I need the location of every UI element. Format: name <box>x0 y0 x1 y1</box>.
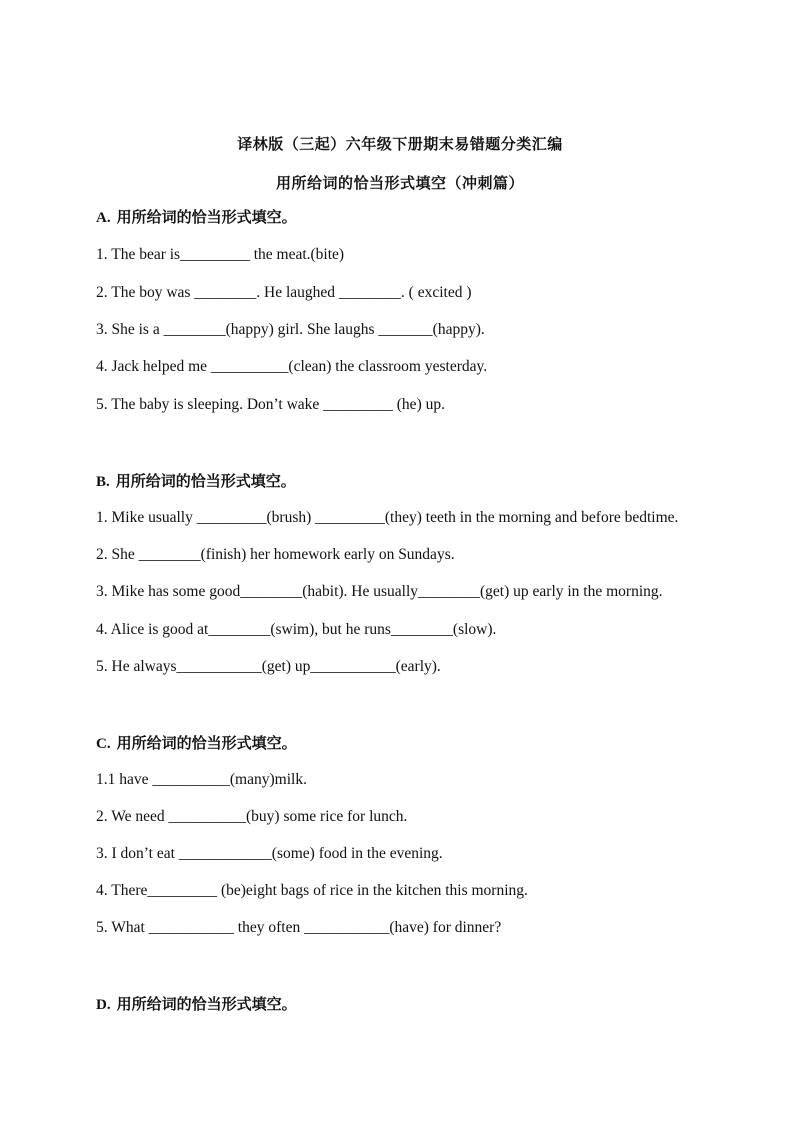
exercise-item: 3. Mike has some good________(habit). He usually________(get) up early in the morning. <box>96 583 663 600</box>
exercise-item: 1. Mike usually _________(brush) _________(they) teeth in the morning and before bedtime. <box>96 509 679 526</box>
exercise-item: 3. She is a ________(happy) girl. She laughs _______(happy). <box>96 321 485 338</box>
section-a-heading <box>96 206 297 227</box>
section-instruction: 用所给词的恰当形式填空。 <box>116 734 297 752</box>
exercise-item: 5. He always___________(get) up___________(early). <box>96 658 441 675</box>
worksheet-title: 译林版（三起）六年级下册期末易错题分类汇编 <box>237 135 563 153</box>
worksheet-subtitle: 用所给词的恰当形式填空（冲刺篇） <box>275 174 524 192</box>
section-instruction: 用所给词的恰当形式填空。 <box>115 472 296 490</box>
section-letter: C. <box>96 736 111 752</box>
exercise-item: 2. She ________(finish) her homework early on Sundays. <box>96 546 455 563</box>
section-d-heading <box>96 993 297 1014</box>
exercise-item: 4. Alice is good at________(swim), but he runs________(slow). <box>96 621 497 638</box>
exercise-item: 5. What ___________ they often ___________(have) for dinner? <box>96 919 502 936</box>
section-b-heading <box>96 470 296 491</box>
section-c-heading <box>96 732 297 753</box>
exercise-item: 2. The boy was ________. He laughed ________. ( excited ) <box>96 284 472 301</box>
section-letter: B. <box>96 474 110 490</box>
section-letter: A. <box>96 210 111 226</box>
section-instruction: 用所给词的恰当形式填空。 <box>116 995 297 1013</box>
exercise-item: 5. The baby is sleeping. Don’t wake _________ (he) up. <box>96 396 445 413</box>
exercise-item: 2. We need __________(buy) some rice for lunch. <box>96 808 408 825</box>
section-instruction: 用所给词的恰当形式填空。 <box>116 208 297 226</box>
exercise-item: 1. The bear is_________ the meat.(bite) <box>96 246 345 263</box>
exercise-item: 4. There_________ (be)eight bags of rice in the kitchen this morning. <box>96 882 528 899</box>
exercise-item: 1.1 have __________(many)milk. <box>96 771 307 788</box>
exercise-item: 3. I don’t eat ____________(some) food in the evening. <box>96 845 443 862</box>
section-letter: D. <box>96 997 111 1013</box>
exercise-item: 4. Jack helped me __________(clean) the classroom yesterday. <box>96 358 488 375</box>
